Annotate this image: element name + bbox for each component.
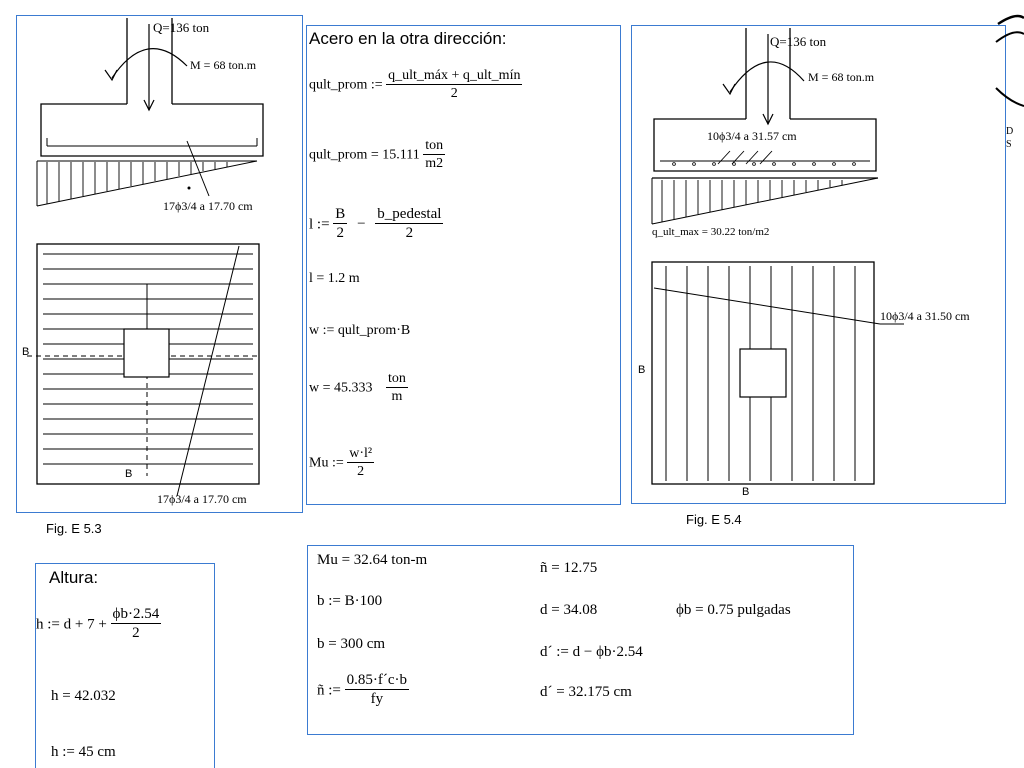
calc-panel-bottom bbox=[307, 545, 854, 735]
svg-text:D: D bbox=[1006, 126, 1014, 137]
altura-heading: Altura: bbox=[49, 568, 99, 587]
eq-qult-prom-value: qult_prom = 15.111 $\frac{\text{ton}}{m2}$ bbox=[309, 138, 444, 172]
eq-mu-def: Mu := $\frac{\text{w·l²}}{2}$ bbox=[309, 446, 373, 480]
logo-fragment bbox=[994, 10, 1024, 150]
eq-b-value: b = 300 cm bbox=[317, 636, 386, 652]
figure-right-panel bbox=[631, 25, 1006, 504]
eq-h-def: h := d + 7 + $\frac{\phi b\cdot 2.54}{2}$ bbox=[36, 606, 160, 642]
dimension-b-bottom: B bbox=[125, 468, 133, 480]
eq-b-def: b := B·100 bbox=[317, 593, 383, 609]
eq-dprime-def: d´ := d − ϕb·2.54 bbox=[540, 644, 643, 660]
rebar-label-top: 17ϕ3/4 a 17.70 cm bbox=[163, 199, 253, 213]
moment-label: M = 68 ton.m bbox=[190, 58, 257, 72]
footing-diagram-left bbox=[17, 16, 301, 511]
qult-max-label: q_ult_max = 30.22 ton/m2 bbox=[652, 226, 770, 238]
rebar-label-bottom: 17ϕ3/4 a 17.70 cm bbox=[157, 492, 247, 506]
eq-d-value: d = 34.08 bbox=[540, 602, 598, 618]
load-label: Q=136 ton bbox=[153, 20, 210, 35]
dimension-b-side: B bbox=[22, 346, 30, 358]
load-label: Q=136 ton bbox=[770, 34, 827, 49]
eq-n-def: ñ := $\frac{0.85\cdot f´c\cdot b}{fy}$ bbox=[317, 672, 408, 708]
figure-left-panel bbox=[16, 15, 303, 513]
moment-label: M = 68 ton.m bbox=[808, 70, 875, 84]
dimension-b-side: B bbox=[638, 364, 646, 376]
figure-caption-left: Fig. E 5.3 bbox=[46, 521, 102, 536]
eq-qult-prom-def: qult_prom := $\frac{\text{q\_ult\_máx + q\_ult\_mín}}{2}$ bbox=[309, 68, 521, 102]
eq-w-def: w := qult_prom·B bbox=[309, 323, 411, 338]
section-heading: Acero en la otra dirección: bbox=[309, 29, 507, 48]
eq-l-def: l := $\frac{B}{2}$ − $\frac{\text{b\_pedestal}}{2}$ bbox=[309, 206, 442, 242]
rebar-label-side: 10ϕ3/4 a 31.50 cm bbox=[880, 309, 970, 323]
eq-n-value: ñ = 12.75 bbox=[540, 560, 598, 576]
svg-text:S: S bbox=[1006, 139, 1012, 150]
figure-caption-right: Fig. E 5.4 bbox=[686, 512, 742, 527]
calc-panel-altura bbox=[35, 563, 215, 768]
eq-h-assign: h := 45 cm bbox=[51, 744, 116, 760]
eq-mu-value: Mu = 32.64 ton-m bbox=[317, 552, 428, 568]
eq-l-value: l = 1.2 m bbox=[309, 271, 360, 286]
eq-phib-value: ϕb = 0.75 pulgadas bbox=[676, 602, 791, 618]
eq-h-value: h = 42.032 bbox=[51, 688, 116, 704]
rebar-label-top: 10ϕ3/4 a 31.57 cm bbox=[707, 129, 797, 143]
calc-panel-center bbox=[306, 25, 621, 505]
eq-dprime-value: d´ = 32.175 cm bbox=[540, 684, 632, 700]
footing-diagram-right bbox=[632, 26, 1004, 502]
eq-w-value: w = 45.333 $\frac{\text{ton}}{m}$ bbox=[309, 371, 406, 405]
dimension-b-bottom: B bbox=[742, 486, 750, 498]
